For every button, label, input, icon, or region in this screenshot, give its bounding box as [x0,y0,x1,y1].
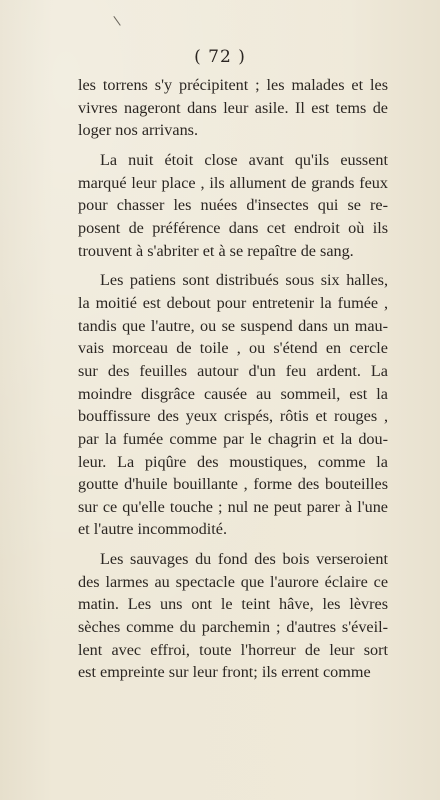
paragraph-gap [78,142,388,149]
text-line: trouvent à s'abriter et à se repaître de sang. [78,241,354,260]
text-line: moindre disgrâce causée au sommeil, est la [78,384,388,403]
text-line: sur des feuilles autour d'un feu ardent. La [78,361,388,380]
page-number: ( 72 ) [194,47,246,67]
text-line: matin. Les uns ont le teint hâve, les lèvres [78,595,388,614]
paragraph [78,269,388,541]
text-line: posent de préférence dans cet endroit où ils [78,218,388,237]
text-line: Les patiens sont distribués sous six halles, [100,271,388,290]
text-line: et l'autre incommodité. [78,520,228,539]
text-line: par la fumée comme par le chagrin et la dou- [78,429,388,448]
body-text [78,74,388,684]
text-line: est empreinte sur leur front; ils errent comme [78,663,371,682]
text-line: des larmes au spectacle que l'aurore éclaire ce [78,572,388,591]
corner-mark: \ [112,13,122,30]
text-line: sur ce qu'elle touche ; nul ne peut parer à l'une [78,497,388,516]
text-line: Les sauvages du fond des bois verseroient [100,550,388,569]
text-line: les torrens s'y précipitent ; les malades et les [78,76,388,94]
text-line: vais morceau de toile , ou s'étend en cercle [78,339,388,358]
text-line: leur. La piqûre des moustiques, comme la [78,452,388,471]
text-line: sèches comme du parchemin ; d'autres s'éveil- [78,618,388,637]
paragraph-gap [78,262,388,269]
paragraph [78,149,388,262]
paragraph [78,548,388,684]
paragraph [78,74,388,142]
text-line: La nuit étoit close avant qu'ils eussent [100,150,388,169]
text-line: pour chasser les nuées d'insectes qui se re- [78,196,388,215]
text-line: lent avec effroi, toute l'horreur de leur sort [78,640,388,659]
paragraph-gap [78,541,388,548]
text-line: la moitié est debout pour entretenir la fumée , [78,293,388,312]
text-line: bouffissure des yeux crispés, rôtis et rouges , [78,407,388,426]
text-line: marqué leur place , ils allument de grands feux [78,173,388,192]
text-line: vivres nageront dans leur asile. Il est tems de [78,98,388,117]
text-line: tandis que l'autre, ou se suspend dans un mau- [78,316,388,335]
text-line: goutte d'huile bouillante , forme des bouteilles [78,475,388,494]
text-line: loger nos arrivans. [78,121,199,140]
